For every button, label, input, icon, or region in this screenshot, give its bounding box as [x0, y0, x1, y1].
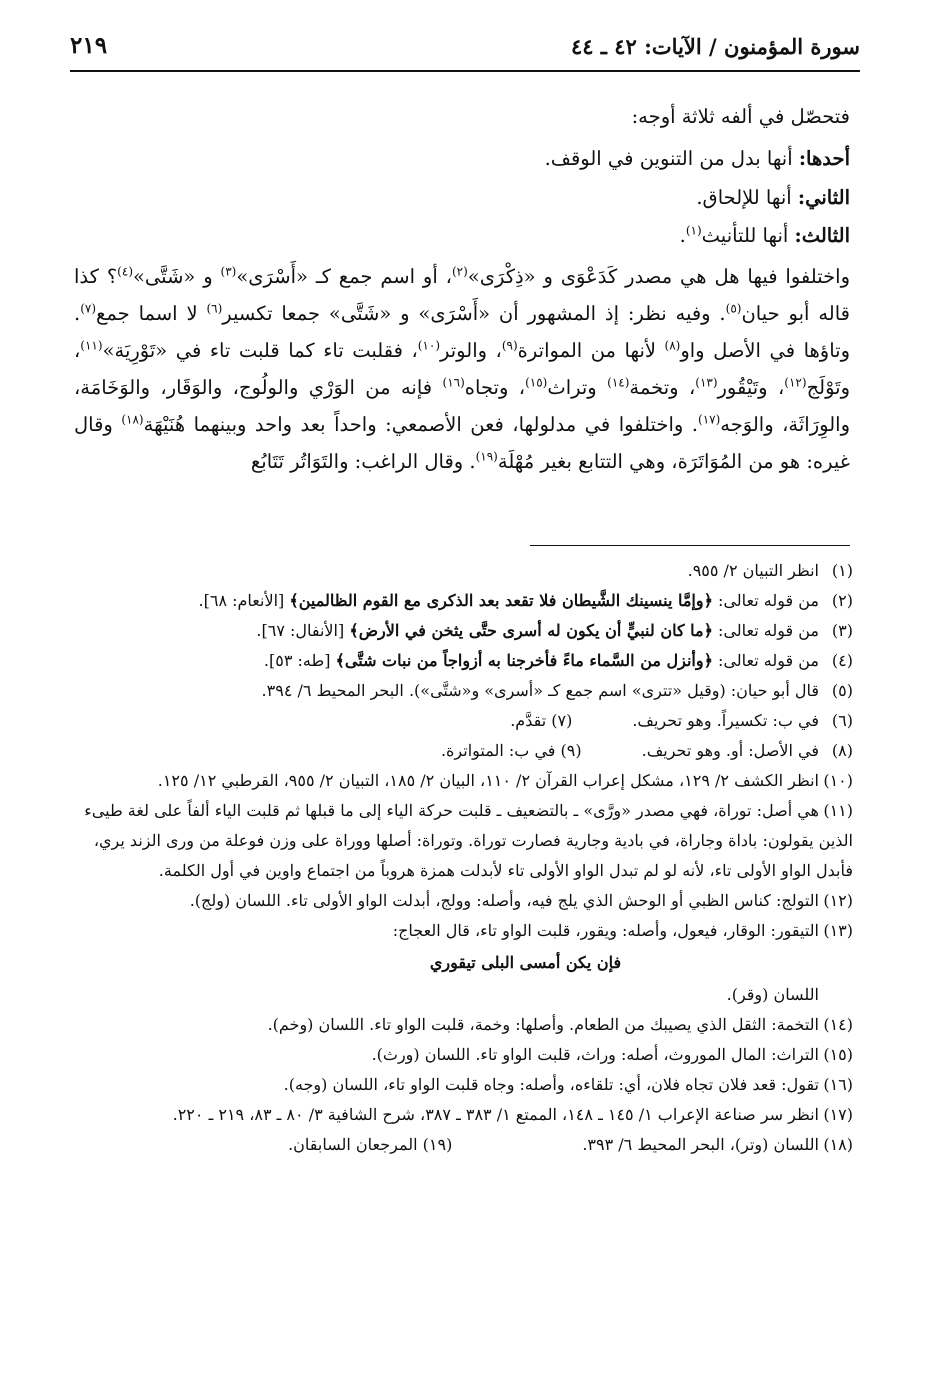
aspect-2 [70, 179, 850, 218]
intro-line: فتحصّل في ألفه ثلاثة أوجه: [631, 105, 850, 128]
footnote-ref: (١٨) [121, 412, 144, 427]
footnote-number: (٢) [831, 591, 853, 610]
page-header [70, 30, 860, 72]
footnote-ref: (١٠) [417, 338, 440, 353]
footnote-number: (٩) [560, 741, 582, 760]
aspect-text: أنها بدل من التنوين في الوقف. [544, 147, 793, 170]
paragraph-text: . واختلفوا في مدلولها، فعن الأصمعي: واحداً بعد واحد وبينهما هُنَيْهَة [143, 413, 699, 436]
footnote-source: اللسان (وقر). [726, 985, 819, 1004]
footnote-8-9 [78, 736, 853, 766]
footnote-text: في الأصل: أو. وهو تحريف. [641, 741, 819, 760]
footnote-4 [78, 646, 853, 676]
aspect-label: أحدها: [798, 147, 850, 170]
footnote-3 [78, 616, 853, 646]
footnote-13 [78, 916, 853, 1010]
footnote-ref: (٤) [117, 264, 133, 279]
footnote-number: (١١) [823, 801, 853, 820]
footnote-text: تقدَّم. [510, 711, 547, 730]
footnote-text: من قوله تعالى: [712, 621, 819, 640]
paragraph-text: ، والوتر [440, 339, 502, 362]
footnote-number: (٧) [551, 711, 573, 730]
footnote-separator [530, 545, 850, 546]
footnote-ref: (٣) [220, 264, 237, 279]
paragraph-text: و «شَتَّى» [133, 265, 221, 288]
footnote-6-7 [78, 706, 853, 736]
footnote-text: قال أبو حيان: (وقيل «تترى» اسم جمع كـ «أسرى» و«شتَّى»). البحر المحيط ٦/ ٣٩٤. [261, 681, 819, 700]
footnote-number: (١٩) [422, 1135, 453, 1154]
footnote-number: (١٠) [823, 771, 853, 790]
footnote-text: من قوله تعالى: [712, 591, 819, 610]
footnote-number: (٨) [831, 741, 853, 760]
paragraph-text: لا اسما جمع [96, 302, 207, 325]
paragraph-text: ، وتجاه [464, 376, 526, 399]
footnote-ref: (٩) [501, 338, 518, 353]
footnote-10 [78, 766, 853, 796]
footnote-ref: (١١) [80, 338, 103, 353]
footnote-ref: (١٤) [607, 375, 630, 390]
footnote-ref: (١٦) [442, 375, 465, 390]
footnote-11 [78, 796, 853, 886]
poetry-verse: فإن يكن أمسى البلى تيقوري [429, 953, 622, 972]
surah-ref: [طه: ٥٣]. [263, 651, 336, 670]
paragraph-text: ؟ كذا قاله أبو حيان [74, 265, 850, 325]
footnote-ref: (٦) [206, 301, 223, 316]
paragraph-text: ، وتخمة [629, 376, 696, 399]
footnote-ref: (١٥) [525, 375, 548, 390]
footnote-5 [78, 676, 853, 706]
footnote-number: (١٦) [823, 1075, 853, 1094]
aspects-list [70, 140, 850, 256]
footnote-ref: (١) [685, 223, 702, 238]
footnote-ref: (١٩) [475, 449, 498, 464]
main-paragraph [74, 258, 850, 480]
aspect-text: أنها للإلحاق. [696, 185, 792, 209]
paragraph-text: ، وتَوْلَج [74, 339, 851, 399]
quran-quote: ﴿وإمَّا ينسينك الشَّيطان فلا تقعد بعد الذكرى مع القوم الظالمين﴾ [289, 591, 713, 610]
footnote-ref: (٧) [80, 301, 97, 316]
footnote-number: (٥) [831, 681, 853, 700]
footnote-2 [78, 586, 853, 616]
page-number: ٢١٩ [70, 32, 108, 59]
footnote-1 [78, 556, 853, 586]
footnote-text: من قوله تعالى: [712, 651, 819, 670]
paragraph-text: وقال غيره: هو من المُوَاتَرَة، وهي التتابع بغير مُهْلَة [74, 413, 850, 473]
footnote-text: تقول: قعد فلان تجاه فلان، أي: تلقاءه، وأصله: وجاه قلبت الواو تاء، اللسان (وجه). [283, 1075, 819, 1094]
footnotes [78, 556, 853, 1160]
footnote-14 [78, 1010, 853, 1040]
paragraph-text: فإنه من الوَرْي والولُوج، والوَقَار، والوَخَامَة، والوِرَاثَة، والوَجه [74, 376, 850, 436]
footnote-text: التراث: المال الموروث، أصله: وراث، قلبت الواو تاء. اللسان (ورث). [371, 1045, 819, 1064]
footnote-text: انظر التبيان ٢/ ٩٥٥. [687, 561, 819, 580]
running-title: سورة المؤمنون / الآيات: ٤٢ ـ ٤٤ [570, 34, 860, 59]
paragraph-text: . وفيه نظر: إذ المشهور أن «أَسْرَى» و «شَتَّى» جمعا تكسير [222, 302, 726, 325]
footnote-text: اللسان (وتر)، البحر المحيط ٦/ ٣٩٣. [582, 1135, 819, 1154]
paragraph-text: . وتاؤها في الأصل واو [74, 302, 850, 362]
footnote-ref: (٥) [725, 301, 742, 316]
quran-quote: ﴿وأنزل من السَّماء ماءً فأخرجنا به أزواجاً من نبات شتَّى﴾ [335, 651, 713, 670]
footnote-ref: (١٢) [784, 375, 807, 390]
paragraph-text: ، فقلبت تاء كما قلبت تاء في «تَوْرِيَة» [102, 339, 418, 362]
footnote-18-19 [78, 1130, 853, 1160]
footnote-12 [78, 886, 853, 916]
footnote-ref: (١٣) [695, 375, 718, 390]
footnote-15 [78, 1040, 853, 1070]
footnote-number: (١٤) [823, 1015, 853, 1034]
aspect-text: أنها للتأنيث [701, 224, 789, 247]
aspect-end: . [679, 224, 686, 247]
footnote-text: المرجعان السابقان. [288, 1135, 418, 1154]
aspect-1 [70, 140, 850, 179]
aspect-label: الثالث: [794, 224, 850, 247]
footnote-ref: (٢) [451, 264, 468, 279]
paragraph-text: وتراث [547, 376, 608, 399]
footnote-number: (١٥) [823, 1045, 853, 1064]
paragraph-text: لأنها من المواترة [517, 339, 665, 362]
footnote-number: (٣) [831, 621, 853, 640]
footnote-number: (١٨) [823, 1135, 853, 1154]
surah-ref: [الأنعام: ٦٨]. [198, 591, 290, 610]
paragraph-text: واختلفوا فيها هل هي مصدر كَدَعْوَى و «ذِكْرَى» [467, 265, 850, 288]
footnote-number: (١٢) [823, 891, 853, 910]
footnote-number: (١٣) [823, 921, 853, 940]
footnote-ref: (٨) [664, 338, 681, 353]
footnote-16 [78, 1070, 853, 1100]
footnote-17 [78, 1100, 853, 1130]
footnote-number: (٦) [831, 711, 853, 730]
footnote-number: (١٧) [823, 1105, 853, 1124]
footnote-text: هي أصل: توراة، فهي مصدر «ورَّى» ـ بالتضعيف ـ قلبت حركة الياء إلى ما قبلها ثم قلبت الياء ألفاً على لغة طيىء الذين يقولون: باداة وجاراة، في بادية وجارية فصارت توراة. وتوراة: أصلها ووراة على وزن فوعلة من ورى الزند يري، فأبدل الواو الأولى تاء، لأنه لو لم تبدل الواو الأولى تاء لأبدلت همزة هروباً من اجتماع واوين في أول الكلمة. [84, 801, 853, 880]
footnote-text: التيقور: الوقار، فيعول، وأصله: ويقور، قلبت الواو تاء، قال العجاج: [392, 921, 819, 940]
aspect-3 [70, 217, 850, 256]
footnote-text: انظر الكشف ٢/ ١٢٩، مشكل إعراب القرآن ٢/ ١١٠، البيان ٢/ ١٨٥، التبيان ٢/ ٩٥٥، القرطبي ١٢/ ١٢٥. [157, 771, 819, 790]
footnote-text: انظر سر صناعة الإعراب ١/ ١٤٥ ـ ١٤٨، الممتع ١/ ٣٨٣ ـ ٣٨٧، شرح الشافية ٣/ ٨٠ ـ ٨٣، ٢١٩ ـ ٢٢٠. [172, 1105, 819, 1124]
paragraph-text: ، وتَيْقُور [717, 376, 785, 399]
footnote-text: التولج: كناس الظبي أو الوحش الذي يلج فيه، وأصله: وولج، أبدلت الواو الأولى تاء. اللسان (ولج). [189, 891, 819, 910]
footnote-number: (١) [831, 561, 853, 580]
footnote-ref: (١٧) [698, 412, 721, 427]
footnote-text: التخمة: الثقل الذي يصيبك من الطعام. وأصلها: وخمة، قلبت الواو تاء. اللسان (وخم). [267, 1015, 819, 1034]
footnote-text: في ب: تكسيراً. وهو تحريف. [632, 711, 819, 730]
paragraph-text: ، أو اسم جمع كـ «أَسْرَى» [236, 265, 452, 288]
footnote-text: في ب: المتواترة. [440, 741, 556, 760]
paragraph-text: . وقال الراغب: والتَوَاتُر تَتَابُع [250, 450, 476, 473]
aspect-label: الثاني: [797, 185, 850, 209]
surah-ref: [الأنفال: ٦٧]. [256, 621, 350, 640]
quran-quote: ﴿ما كان لنبيٍّ أن يكون له أسرى حتَّى يثخن في الأرض﴾ [349, 621, 713, 640]
footnote-number: (٤) [831, 651, 853, 670]
